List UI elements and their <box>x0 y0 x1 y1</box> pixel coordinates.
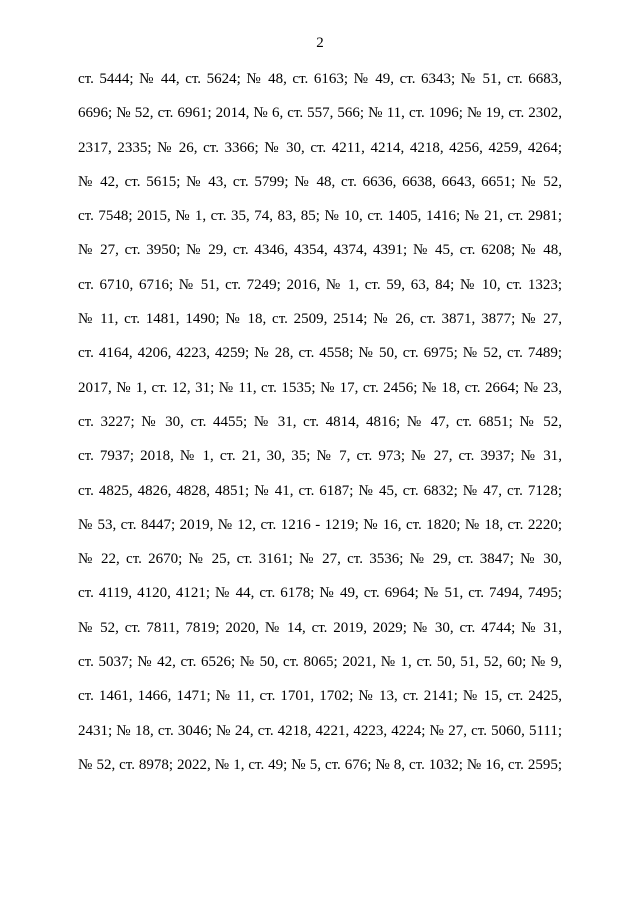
text-line: ст. 3227; № 30, ст. 4455; № 31, ст. 4814, 4816; № 47, ст. 6851; № 52, <box>78 413 562 430</box>
text-line: № 42, ст. 5615; № 43, ст. 5799; № 48, ст. 6636, 6638, 6643, 6651; № 52, <box>78 173 562 190</box>
text-line: 2017, № 1, ст. 12, 31; № 11, ст. 1535; № 17, ст. 2456; № 18, ст. 2664; № 23, <box>78 379 562 396</box>
text-line: № 22, ст. 2670; № 25, ст. 3161; № 27, ст. 3536; № 29, ст. 3847; № 30, <box>78 551 562 568</box>
text-line: № 52, ст. 7811, 7819; 2020, № 14, ст. 2019, 2029; № 30, ст. 4744; № 31, <box>78 619 562 636</box>
text-line: ст. 7548; 2015, № 1, ст. 35, 74, 83, 85; № 10, ст. 1405, 1416; № 21, ст. 2981; <box>78 208 562 225</box>
text-line: 2317, 2335; № 26, ст. 3366; № 30, ст. 4211, 4214, 4218, 4256, 4259, 4264; <box>78 139 562 156</box>
text-line: ст. 4119, 4120, 4121; № 44, ст. 6178; № 49, ст. 6964; № 51, ст. 7494, 7495; <box>78 585 562 602</box>
text-line: ст. 5037; № 42, ст. 6526; № 50, ст. 8065; 2021, № 1, ст. 50, 51, 52, 60; № 9, <box>78 654 562 671</box>
text-line: ст. 1461, 1466, 1471; № 11, ст. 1701, 1702; № 13, ст. 2141; № 15, ст. 2425, <box>78 688 562 705</box>
text-line: ст. 4164, 4206, 4223, 4259; № 28, ст. 4558; № 50, ст. 6975; № 52, ст. 7489; <box>78 345 562 362</box>
text-line: ст. 5444; № 44, ст. 5624; № 48, ст. 6163; № 49, ст. 6343; № 51, ст. 6683, <box>78 71 562 87</box>
text-line: ст. 4825, 4826, 4828, 4851; № 41, ст. 6187; № 45, ст. 6832; № 47, ст. 7128; <box>78 482 562 499</box>
text-line: № 52, ст. 8978; 2022, № 1, ст. 49; № 5, ст. 676; № 8, ст. 1032; № 16, ст. 2595; <box>78 756 562 773</box>
text-line: 2431; № 18, ст. 3046; № 24, ст. 4218, 4221, 4223, 4224; № 27, ст. 5060, 5111; <box>78 722 562 739</box>
text-line: № 53, ст. 8447; 2019, № 12, ст. 1216 - 1219; № 16, ст. 1820; № 18, ст. 2220; <box>78 516 562 533</box>
text-line: № 27, ст. 3950; № 29, ст. 4346, 4354, 4374, 4391; № 45, ст. 6208; № 48, <box>78 242 562 259</box>
text-line: 6696; № 52, ст. 6961; 2014, № 6, ст. 557, 566; № 11, ст. 1096; № 19, ст. 2302, <box>78 105 562 122</box>
text-line: ст. 6710, 6716; № 51, ст. 7249; 2016, № 1, ст. 59, 63, 84; № 10, ст. 1323; <box>78 276 562 293</box>
text-line: ст. 7937; 2018, № 1, ст. 21, 30, 35; № 7, ст. 973; № 27, ст. 3937; № 31, <box>78 448 562 465</box>
body-text <box>78 69 562 789</box>
page-number: 2 <box>316 35 324 51</box>
text-line: № 11, ст. 1481, 1490; № 18, ст. 2509, 2514; № 26, ст. 3871, 3877; № 27, <box>78 311 562 328</box>
